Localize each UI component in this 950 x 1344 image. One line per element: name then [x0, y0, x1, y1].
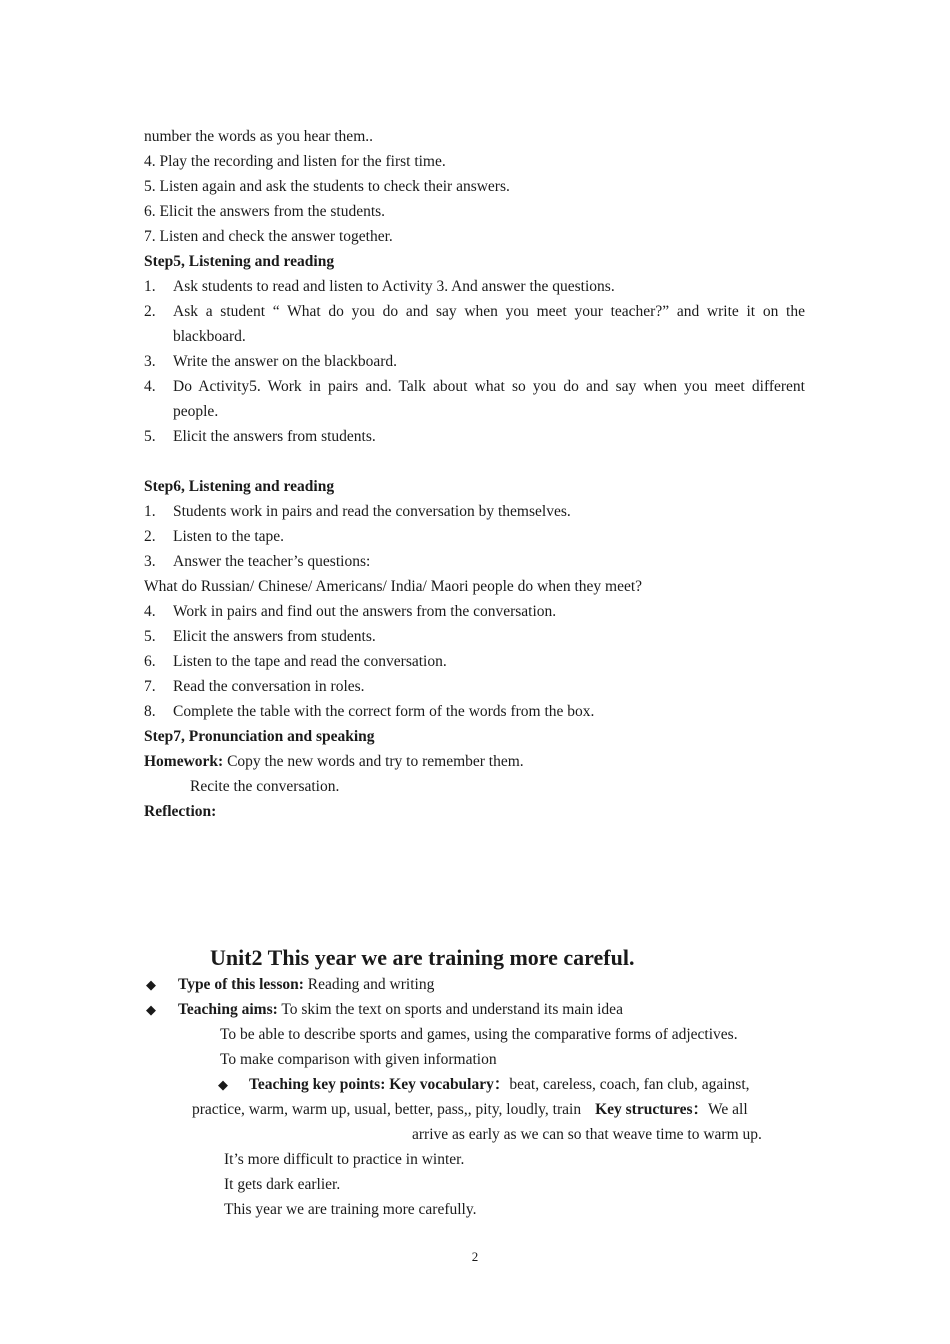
- teaching-aims-line-3: To make comparison with given information: [220, 1051, 497, 1068]
- text-line: 7. Listen and check the answer together.: [144, 228, 393, 245]
- key-structures-line: arrive as early as we can so that weave time to warm up.: [412, 1126, 762, 1143]
- list-number: 1.: [144, 503, 156, 520]
- list-number: 1.: [144, 278, 156, 295]
- structure-line: This year we are training more carefully.: [224, 1201, 477, 1218]
- list-item: Answer the teacher’s questions:: [173, 553, 371, 570]
- diamond-bullet-icon: ◆: [146, 1002, 156, 1017]
- key-points-label: Teaching key points: Key vocabulary：: [249, 1076, 510, 1093]
- key-vocab-b: practice, warm, warm up, usual, better, pass,, pity, loudly, train: [192, 1101, 582, 1118]
- text-line: 5. Listen again and ask the students to check their answers.: [144, 178, 510, 195]
- list-item: Do Activity5. Work in pairs and. Talk about what so you do and say when you meet different: [173, 378, 805, 395]
- list-item: Work in pairs and find out the answers from the conversation.: [173, 603, 557, 620]
- teaching-aims-line-2: To be able to describe sports and games, using the comparative forms of adjectives.: [220, 1026, 738, 1043]
- list-item-continuation: blackboard.: [173, 328, 246, 345]
- list-number: 8.: [144, 703, 156, 720]
- list-number: 4.: [144, 603, 156, 620]
- list-number: 4.: [144, 378, 156, 395]
- list-number: 7.: [144, 678, 156, 695]
- list-item: Write the answer on the blackboard.: [173, 353, 398, 370]
- homework-text: Copy the new words and try to remember them.: [223, 753, 524, 770]
- list-item-continuation: people.: [173, 403, 219, 420]
- diamond-bullet-icon: ◆: [218, 1077, 228, 1092]
- question-line: What do Russian/ Chinese/ Americans/ India/ Maori people do when they meet?: [144, 578, 643, 595]
- structure-line: It’s more difficult to practice in winter.: [224, 1151, 465, 1168]
- list-number: 5.: [144, 428, 156, 445]
- key-structures-label: Key structures：: [595, 1101, 709, 1118]
- list-number: 6.: [144, 653, 156, 670]
- step7-heading: Step7, Pronunciation and speaking: [144, 728, 375, 745]
- list-item: Read the conversation in roles.: [173, 678, 365, 695]
- diamond-bullet-icon: ◆: [146, 977, 156, 992]
- list-number: 5.: [144, 628, 156, 645]
- teaching-aims-value: To skim the text on sports and understand its main idea: [277, 1001, 623, 1018]
- key-vocab-line-2: [192, 1100, 748, 1120]
- list-item: Complete the table with the correct form of the words from the box.: [173, 703, 595, 720]
- list-item: Ask students to read and listen to Activity 3. And answer the questions.: [173, 278, 615, 295]
- list-item: Elicit the answers from students.: [173, 428, 376, 445]
- lesson-type-label: Type of this lesson:: [178, 976, 304, 993]
- list-item: Ask a student “ What do you do and say when you meet your teacher?” and write it on the: [173, 303, 805, 320]
- text-line: 4. Play the recording and listen for the first time.: [144, 153, 446, 170]
- list-item: Elicit the answers from students.: [173, 628, 376, 645]
- homework-line: [144, 752, 524, 772]
- step5-heading: Step5, Listening and reading: [144, 253, 335, 270]
- text-line: 6. Elicit the answers from the students.: [144, 203, 386, 220]
- key-structures-a: We all: [708, 1101, 748, 1118]
- page-number: 2: [471, 1249, 479, 1264]
- list-number: 3.: [144, 353, 156, 370]
- list-number: 3.: [144, 553, 156, 570]
- unit-title: Unit2 This year we are training more careful.: [210, 945, 635, 970]
- list-number: 2.: [144, 303, 156, 320]
- text-line: number the words as you hear them..: [144, 128, 373, 145]
- step6-heading: Step6, Listening and reading: [144, 478, 335, 495]
- structure-line: It gets dark earlier.: [224, 1176, 341, 1193]
- teaching-aims-line: [178, 1000, 623, 1020]
- list-number: 2.: [144, 528, 156, 545]
- lesson-type-line: [178, 975, 434, 995]
- reflection-label: Reflection:: [144, 803, 217, 820]
- list-item: Listen to the tape and read the conversation.: [173, 653, 447, 670]
- list-item: Listen to the tape.: [173, 528, 285, 545]
- key-vocab-a: beat, careless, coach, fan club, against,: [509, 1076, 750, 1093]
- homework-line-2: Recite the conversation.: [190, 778, 340, 795]
- lesson-type-value: Reading and writing: [303, 976, 435, 993]
- key-points-line: [249, 1075, 750, 1095]
- list-item: Students work in pairs and read the conversation by themselves.: [173, 503, 571, 520]
- homework-label: Homework:: [144, 753, 224, 770]
- teaching-aims-label: Teaching aims:: [178, 1001, 278, 1018]
